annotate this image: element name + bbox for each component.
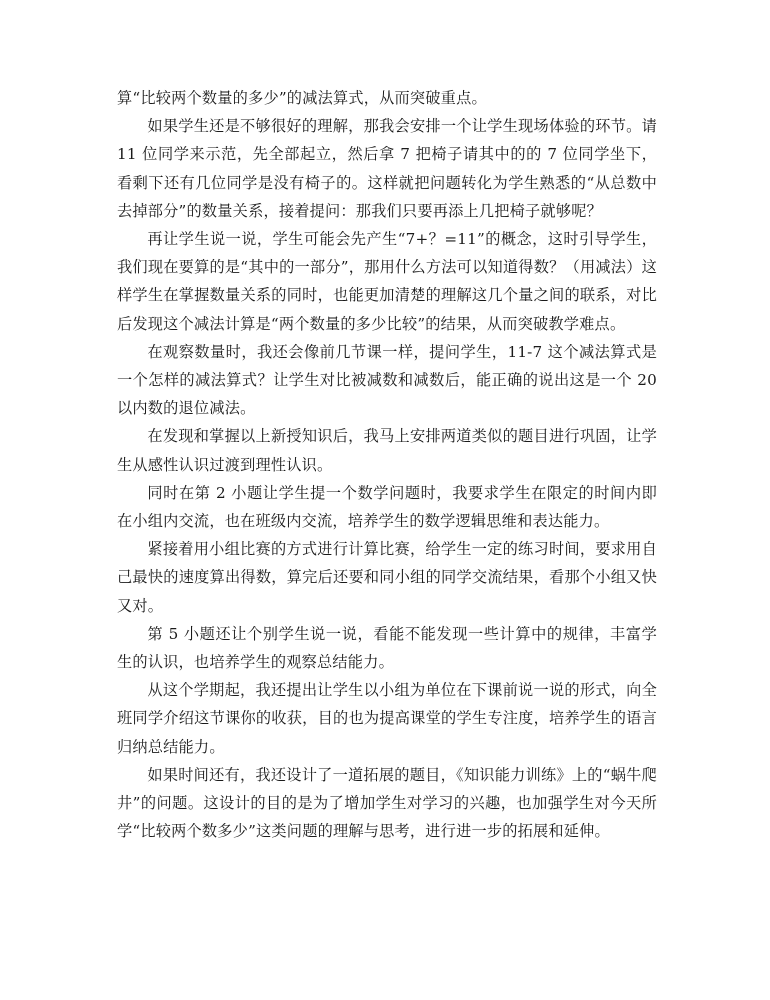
paragraph-4: 在观察数量时，我还会像前几节课一样，提问学生，11-7 这个减法算式是一个怎样的减法算式？让学生对比被减数和减数后，能正确的说出这是一个 20 以内数的退位减法。 xyxy=(117,342,657,418)
paragraph-9: 从这个学期起，我还提出让学生以小组为单位在下课前说一说的形式，向全班同学介绍这节课你的收获，目的也为提高课堂的学生专注度，培养学生的语言归纳总结能力。 xyxy=(117,681,657,756)
paragraph-6: 同时在第 2 小题让学生提一个数学问题时，我要求学生在限定的时间内即在小组内交流，也在班级内交流，培养学生的数学逻辑思维和表达能力。 xyxy=(117,483,657,531)
document-body xyxy=(117,84,657,845)
paragraph-7: 紧接着用小组比赛的方式进行计算比赛，给学生一定的练习时间，要求用自己最快的速度算出得数，算完后还要和同小组的同学交流结果，看那个小组又快又对。 xyxy=(117,540,657,615)
paragraph-2: 如果学生还是不够很好的理解，那我会安排一个让学生现场体验的环节。请 11 位同学来示范，先全部起立，然后拿 7 把椅子请其中的的 7 位同学坐下，看剩下还有几位同学是没有椅子的。这样就把问题转化为学生熟悉的“从总数中去掉部分”的数量关系，接着提问：那我们只要再添上几把椅子就够呢？ xyxy=(117,117,657,220)
paragraph-10: 如果时间还有，我还设计了一道拓展的题目，《知识能力训练》上的“蜗牛爬井”的问题。这设计的目的是为了增加学生对学习的兴趣，也加强学生对今天所学“比较两个数多少”这类问题的理解与思考，进行进一步的拓展和延伸。 xyxy=(117,765,657,841)
paragraph-3: 再让学生说一说，学生可能会先产生“7+？=11”的概念，这时引导学生，我们现在要算的是“其中的一部分”，那用什么方法可以知道得数？（用减法）这样学生在掌握数量关系的同时，也能更加清楚的理解这几个量之间的联系，对比后发现这个减法计算是“两个数量的多少比较”的结果，从而突破教学难点。 xyxy=(117,230,657,333)
paragraph-8: 第 5 小题还让个别学生说一说，看能不能发现一些计算中的规律，丰富学生的认识，也培养学生的观察总结能力。 xyxy=(117,624,657,672)
paragraph-5: 在发现和掌握以上新授知识后，我马上安排两道类似的题目进行巩固，让学生从感性认识过渡到理性认识。 xyxy=(117,427,657,474)
paragraph-1: 算“比较两个数量的多少”的减法算式，从而突破重点。 xyxy=(117,89,487,107)
